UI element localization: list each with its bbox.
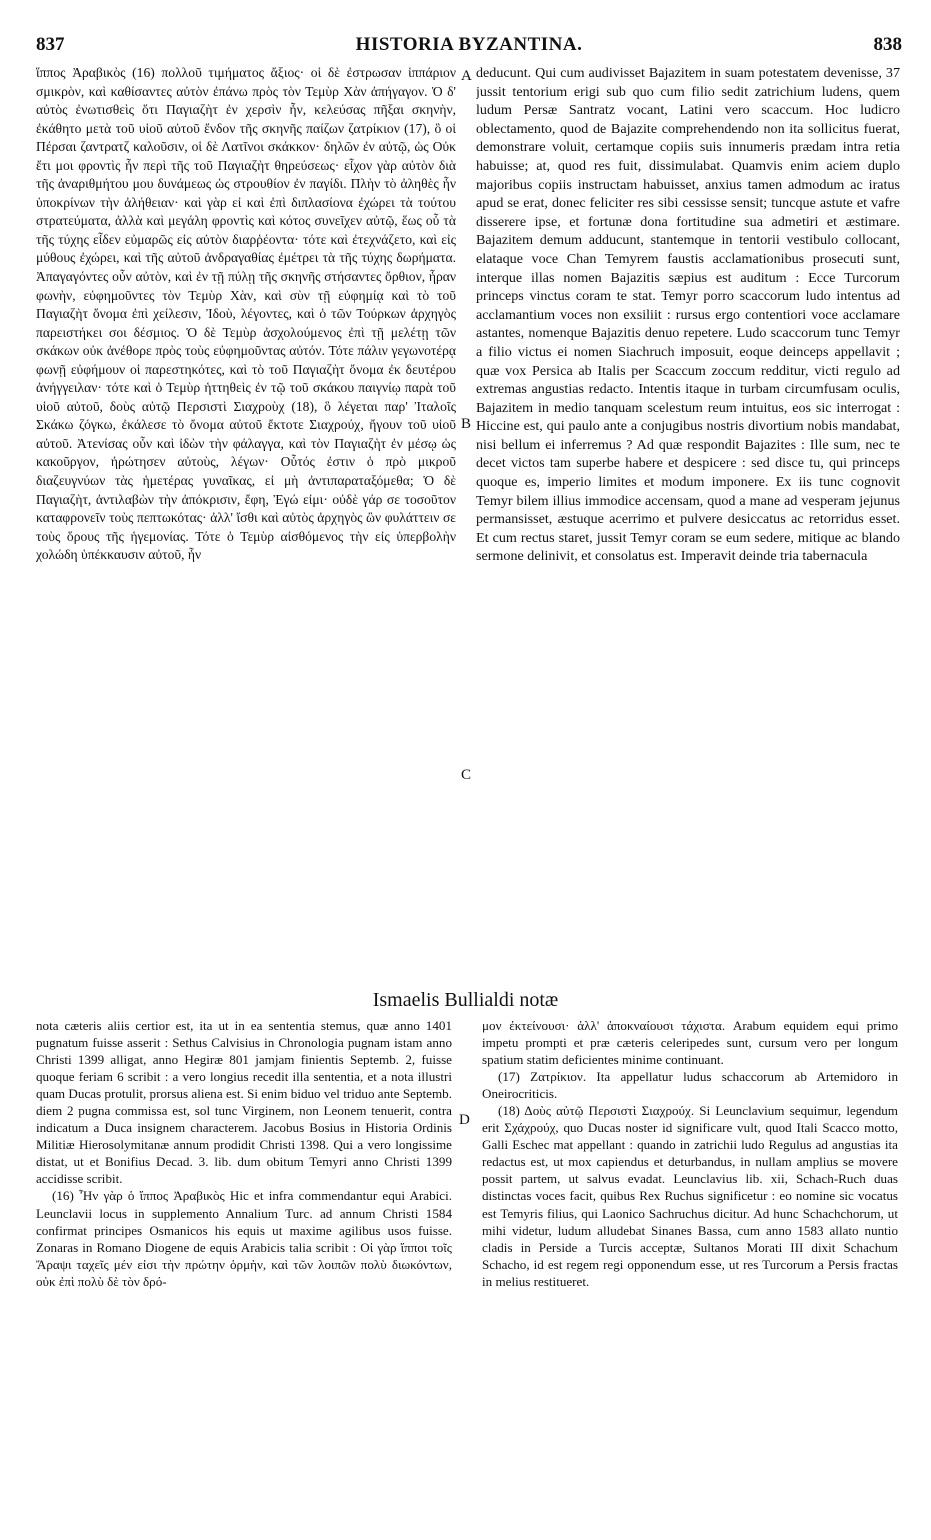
latin-text: deducunt. Qui cum audivisset Bajazitem in suam potestatem devenisse, 37 jussit tentorium erigi sub quo cum filio sedit zatrichium ludens, quem ludum Persæ Santratz vocant, Latini vero scaccum. Hoc ludicro oblectamento, quod de Bajazite comprehendendo non ita sollicitus fuerat, demonstrare voluit, certamque copiis suis innumeris prædam intra retia habuisse; at, quod res fuit, dissimulabat. Quamvis enim aciem duplo majoribus copiis instructam habuisset, anxius tamen admodum ac iratus apud se erat, donec feliciter res sibi cessisse sensit; tuncque astute et vafre disserere ipse, et fortunæ dona fortitudine sua admetiri et æstimare. Bajazitem demum adducunt, stantemque in tentorii vestibulo collocant, elataque voce Chan Temyrem faustis acclamationibus prosecuti sunt, interque illas nomen Bajazitis sæpius est auditum : Ecce Turcorum princeps vinctus coram te stat. Temyr porro scaccorum ludo intentus ad acclamantium voces non exsiliit : rursus ergo contentiori voce acclamare astantes, nomenque Bajazitis denuo repetere. Ludo scaccorum tunc Temyr a filio victus ei nomen Siachruch imposuit, eoque deinceps appellavit ; quæ vox Persica ab Italis per Scaccum zoccum redditur, victi regulo ad extremas angustias redacto. Intentis itaque in turbam circumfusam oculis, Bajazitem in medio tanquam scelestum reum intuitus, eos sic interrogat : Hiccine est, qui paulo ante a conjugibus nostris divortium nobis mandabat, nisi bellum ei inferremus ? Ad quæ respondit Bajazites : Ille sum, nec te decet victos tam superbe habere et despicere : sed disce tu, qui princeps quoque es, imperio limites et modum imponere. Ex iis tunc cognovit Temyr bilem illius immodice accensam, quod a mane ad vesperam jejunus permansisset, æstuque acerrimo et pulvere desiccatus ac retorridus esset. Et cum rectus staret, jussit Temyr coram se eum sedere, mitique ac blando sermone delinivit, et consolatus est. Imperavit deinde tria tabernacula <box>476 65 900 565</box>
margin-marker-b: B <box>461 416 472 432</box>
greek-text: ἵππος Ἀραβικὸς (16) πολλοῦ τιμήματος ἄξιος· οἱ δὲ ἐστρωσαν ἱππάριον σμικρὸν, καὶ καθίσαντες αὐτὸν ἐπάνω πρὸς τὸν Τεμὺρ Χὰν ἀπήγαγον. Ὁ δ' αὐτὸς ἐνωτισθεὶς ὅτι Παγιαζὴτ ἐν χερσὶν ἦν, κελεύσας πῆξαι σκηνὴν, ἐκάθητο μετὰ τοῦ υἱοῦ αὐτοῦ ἔνδον τῆς σκηνῆς παίζων ζατρίκιον (17), ὃ οἱ Πέρσαι ζαντρατζ καλοῦσιν, οἱ δὲ Λατῖνοι σκάκκον· δηλῶν ἐν αὐτῷ, ὡς Οὐκ ἔτι μοι φροντὶς ἦν περὶ τῆς τοῦ Παγιαζὴτ θηρεύσεως· εἶχον γὰρ αὐτὸν διὰ τῆς ἀναριθμήτου μου δυνάμεως ὡς στρουθίον ἐν παγίδι. Πλὴν τὸ ἀληθὲς ἦν ὑποκρίνων τὴν ἀλήθειαν· καὶ γὰρ εἰ καὶ ἐπὶ διπλασίονα ἐχώρει τὰ τούτου στρατεύματα, ἀλλὰ καὶ μεγάλη φροντὶς καὶ κότος συνεῖχεν αὐτῷ, ἕως οὗ τὰ τῆς τύχης εἶδεν εὐμαρῶς εἰς αὐτὸν διαρῥέοντα· τότε καὶ ἐτεχνάζετο, καὶ εἰς μύθους ἐχώρει, καὶ τῆς αὐτοῦ ἀνδραγαθίας ἐμέτρει τὰ τῆς τύχης δωρήματα. Ἀπαγαγόντες οὖν αὐτὸν, καὶ ἐν τῇ πύλῃ τῆς σκηνῆς στήσαντες ὄρθιον, ἦραν φωνὴν, εὐφημοῦντες τὸν Τεμὺρ Χὰν, καὶ σὺν τῇ εὐφημίᾳ καὶ τὸ τοῦ Παγιαζὴτ ὄνομα ἐπὶ χείλεσιν, Ἰδοὺ, λέγοντες, καὶ ὁ τῶν Τούρκων ἀρχηγὸς παρειστήκει σοι δέσμιος. Ὁ δὲ Τεμὺρ ἀσχολούμενος ἐπὶ τῇ μελέτῃ τῶν σκάκων οὐκ ἀνέθορε πρὸς τοὺς εὐφημοῦντας αὐτόν. Τότε πάλιν γεγωνοτέρᾳ φωνῇ εὐφήμουν οἱ παρεστηκότες, καὶ τὸ τοῦ Παγιαζὴτ ὄνομα ἐκ δευτέρου ἀνήγγειλαν· τότε καὶ ὁ Τεμὺρ ἡττηθεὶς ἐν τῷ τοῦ σκάκου παιγνίῳ παρὰ τοῦ υἱοῦ αὐτοῦ, δοὺς αὐτῷ Περσιστὶ Σιαχροὺχ (18), ὃ λέγεται παρ' Ἰταλοῖς Σκάκω ζόγκω, ἐκάλεσε τὸ ὄνομα αὐτοῦ ἔκτοτε Σιαχρούχ, ἤγουν τοῦ υἱοῦ αὐτοῦ. Ἀτενίσας οὖν καὶ ἰδὼν τὴν φάλαγγα, καὶ τὸν Παγιαζὴτ ἐν μέσῳ ὡς κακοῦργον, ἠρώτησεν αὐτοὺς, λέγων· Οὗτός ἐστιν ὁ πρὸ μικροῦ διαζευγνύων τὰς ἡμετέρας γυναῖκας, εἰ μὴ ἀντιπαραταξόμεθα; Ὁ δὲ Παγιαζὴτ, ἀντιλαβὼν τὴν ἀπόκρισιν, ἔφη, Ἐγώ εἰμι· οὐδὲ γάρ σε τοσοῦτον καταφρονεῖν τοὺς πεπτωκότας· ἀλλ' ἴσθι καὶ αὐτὸς ἀρχηγὸς ὢν φυλάττειν σε τοὺς ὅρους τῆς ἡγεμονίας. Τότε ὁ Τεμὺρ αἰσθόμενος τὴν εἰς ὑπερβολὴν χολώδη ὑπέκκαυσιν αὐτοῦ, ἦν <box>36 65 456 563</box>
note-paragraph: μον ἐκτείνουσι· ἀλλ' ἀποκναίουσι τάχιστα. Arabum equidem equi primo impetu prompti et præ cæteris celeripedes sunt, cursum vero per longum spatium statim deficientes minime continuant. <box>482 1018 898 1068</box>
margin-marker-c: C <box>461 767 472 783</box>
page-number-left: 837 <box>36 34 65 55</box>
running-title: HISTORIA BYZANTINA. <box>355 34 583 55</box>
notes-heading: Ismaelis Bullialdi notæ <box>372 989 559 1011</box>
note-paragraph: nota cæteris aliis certior est, ita ut in ea sententia stemus, quæ anno 1401 pugnatum fuisse asserit : Sethus Calvisius in Chronologia pugnam istam anno Christi 1399 alligat, anno Hegiræ 801 jamjam finientis Septemb. 2, fuisse quoque feriam 6 scribit : a vero longius recedit illa sententia, et a nota illustri quam Ducas protulit, prorsus aliena est. Si enim biduo vel triduo ante Septemb. diem 2 pugna commissa est, sol tunc Virginem, non Leonem tenuerit, contra indicatum a Duca insignem characterem. Jacobus Bosius in Historia Ordinis Militiæ Hierosolymitanæ annum prodidit Christi 1398. Qui a vero longissime distat, ut et Bonifius Decad. 3. lib. dum obitum Temyri anno Christi 1399 accidisse scribit. <box>36 1018 452 1187</box>
page-number-right: 838 <box>873 34 902 55</box>
notes-left-column <box>36 1017 452 1517</box>
margin-marker-a: A <box>461 68 472 84</box>
margin-marker-d: D <box>459 1112 470 1128</box>
note-paragraph: (16) Ἦν γὰρ ὁ ἵππος Ἀραβικὸς Hic et infra commendantur equi Arabici. Leunclavii locus in supplemento Annalium Turc. ad annum Christi 1584 confirmat principes Osmanicos his equis ut maxime agilibus usos fuisse. Zonaras in Romano Diogene de equis Arabicis talia scribit : Οἱ γὰρ ἵπποι τοῖς Ἄραψι ταχεῖς μέν εἰσι τὴν πρώτην ὁρμὴν, καὶ τῶν λοιπῶν πολὺ διωκόντων, οὐκ ἐπὶ πολὺ δὲ τὸν δρό- <box>36 1188 452 1289</box>
notes-right-column <box>482 1017 898 1517</box>
note-paragraph: (18) Δοὺς αὐτῷ Περσιστὶ Σιαχρούχ. Si Leunclavium sequimur, legendum erit Σχάχρούχ, quo Ducas noster id significare vult, quod Itali Scacco motto, Galli Eschec mat appellant : quando in zatrichii ludo Regulus ad angustias ita redactus est, ut mox capiendus et deturbandus, in nullam amplius se movere possit partem, ut salvus evadat. Leunclavius lib. xii, Schach-Ruch duas distinctas voces facit, quibus Rex Ruchus significetur : eo nomine sic vocatus est Temyris filius, qui Laonico Sachruchus dicitur. Ad hunc Schachchorum, ut mihi videtur, ludum alludebat Sinanes Bassa, cum anno 1583 allato nuntio cladis in Perside a Turcis acceptæ, Sultanos Morati III dixit Schachum Schacho, id est regem regi opponendum esse, ut res Turcorum a Persis fractas in melius restitueret. <box>482 1103 898 1289</box>
note-paragraph: (17) Ζατρίκιον. Ita appellatur ludus schaccorum ab Artemidoro in Oneirocriticis. <box>482 1069 898 1102</box>
greek-text-column <box>36 64 456 694</box>
latin-text-column <box>476 64 900 694</box>
page-header <box>36 34 902 60</box>
